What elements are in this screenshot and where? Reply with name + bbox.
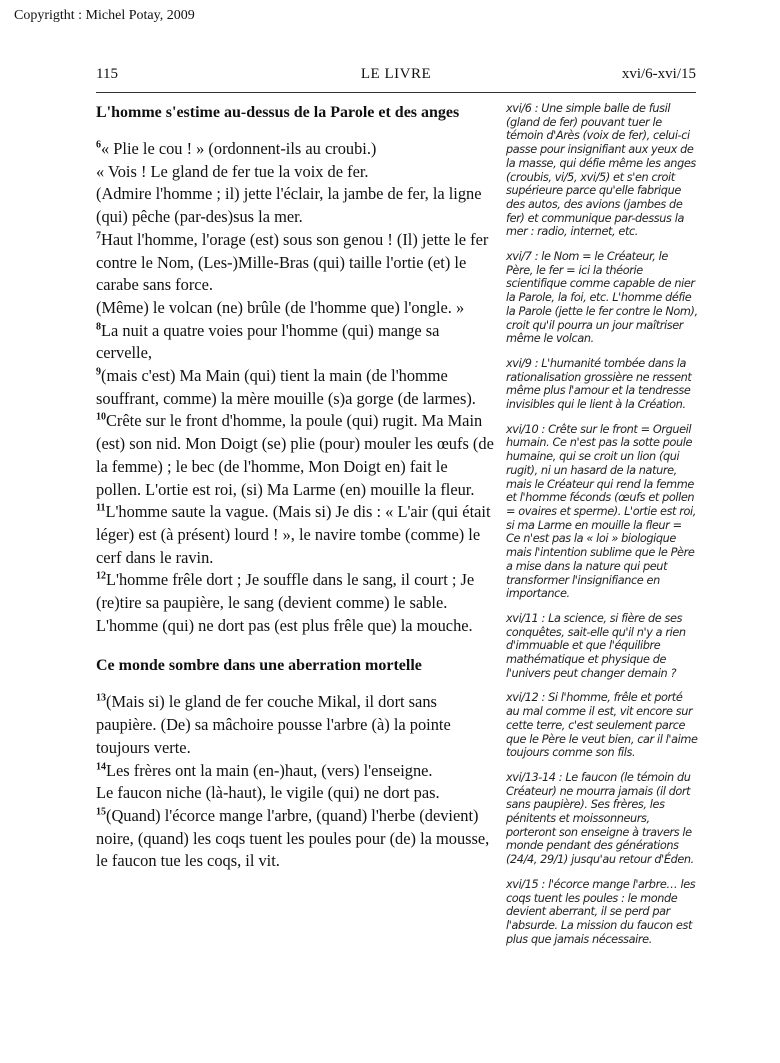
verse-text: Les frères ont la main (en-)haut, (vers) l'enseigne. <box>106 760 433 780</box>
verse <box>96 297 494 320</box>
commentary-note: xvi/7 : le Nom = le Créateur, le Père, le fer = ici la théorie scientifique comme capable de nier la Parole, la foi, etc. L'homme défie la Parole (jette le fer contre le Nom), croit qu'il pourra un jour maîtriser même le volcan. <box>506 250 698 346</box>
verse <box>96 691 494 759</box>
commentary-note: xvi/13-14 : Le faucon (le témoin du Créateur) ne mourra jamais (il dort sans paupière). Ses frères, les pénitents et moissonneurs, porteront son enseigne à travers le monde pendant des générations (24/4, 29/1) jusqu'au retour d'Éden. <box>506 770 694 867</box>
page-number: 115 <box>96 66 118 82</box>
verse <box>96 229 494 297</box>
copyright-notice: Copyrigtht : Michel Potay, 2009 <box>14 8 195 23</box>
section-heading: Ce monde sombre dans une aberration mortelle <box>96 657 422 675</box>
verse-text: L'homme frêle dort ; Je souffle dans le sang, il court ; Je (re)tire sa paupière, le sang (devient comme) le sable. L'homme (qui) ne dort pas (est plus frêle que) la mouche. <box>96 570 475 635</box>
verse <box>96 760 494 783</box>
verse <box>96 320 494 365</box>
verse-number: 6 <box>96 139 101 151</box>
verse-text: « Plie le cou ! » (ordonnent-ils au croubi.) <box>101 139 377 158</box>
verse-number: 9 <box>96 366 101 378</box>
verse-block <box>96 691 494 873</box>
commentary-note: xvi/9 : L'humanité tombée dans la rationalisation grossière ne ressent même plus l'amour et la tendresse invisibles qui le lient à la Création. <box>506 356 692 412</box>
verse-number: 8 <box>96 321 101 333</box>
commentary-note: xvi/6 : Une simple balle de fusil (gland de fer) pouvant tuer le témoin d'Arès (voix de fer), celui-ci passe pour insignifiant aux yeux de la masse, qui défie même les anges (croubis, vi/5, xvi/5) et s'en croit supérieure parce qu'elle fabrique des autos, des avions (jambes de fer) et communique par-dessus la mer : radio, internet, etc. <box>506 102 696 239</box>
verse-text: (Mais si) le gland de fer couche Mikal, il dort sans paupière. (De) sa mâchoire pousse l'arbre (à) la pointe toujours verte. <box>96 692 451 757</box>
commentary-note: xvi/12 : Si l'homme, frêle et porté au mal comme il est, vit encore sur cette terre, c'est seulement parce que le Père le veut bien, car il l'aime toujours comme son fils. <box>506 691 698 760</box>
verse-number: 13 <box>96 693 106 704</box>
commentary-note: xvi/15 : l'écorce mange l'arbre… les coqs tuent les poules : le monde devient aberrant, il se perd par l'absurde. La mission du faucon est plus que jamais nécessaire. <box>506 877 696 946</box>
verse-text: Le faucon niche (là-haut), le vigile (qui) ne dort pas. <box>96 783 440 803</box>
verse-text: Haut l'homme, l'orage (est) sous son genou ! (Il) jette le fer contre le Nom, (Les-)Mille-Bras (qui) taille l'ortie (et) le carabe sans force. <box>96 229 489 295</box>
verse-text: L'homme saute la vague. (Mais si) Je dis : « L'air (qui était léger) est (à présent) lourd ! », le navire tombe (comme) le cerf dans le ravin. <box>96 502 491 567</box>
verse-text: Crête sur le front d'homme, la poule (qui) rugit. Ma Main (est) son nid. Mon Doigt (se) plie (pour) mouler les œufs (de la femme) ; le bec (de l'homme, Mon Doigt en) fait le pollen. L'ortie est roi, (si) Ma Larme (en) mouille la fleur. <box>96 411 494 499</box>
verse-text: La nuit a quatre voies pour l'homme (qui) mange sa cervelle, <box>96 320 440 363</box>
verse <box>96 805 494 873</box>
page-header <box>96 66 696 86</box>
verse <box>96 183 494 228</box>
verse-number: 15 <box>96 806 106 818</box>
section-heading: L'homme s'estime au-dessus de la Parole et des anges <box>96 104 460 121</box>
main-text <box>96 102 494 873</box>
verse-text: (Même) le volcan (ne) brûle (de l'homme que) l'ongle. » <box>96 297 465 317</box>
verse-text: (Admire l'homme ; il) jette l'éclair, la jambe de fer, la ligne (qui) pêche (par-des)sus la mer. <box>96 184 482 227</box>
verse <box>96 782 494 805</box>
verse-number: 11 <box>96 502 106 514</box>
verse-number: 14 <box>96 761 106 773</box>
verse-number: 10 <box>96 411 106 423</box>
verse-number: 12 <box>96 570 106 582</box>
commentary-note: xvi/11 : La science, si fière de ses conquêtes, sait-elle qu'il n'y a rien d'immuable et que l'équilibre mathématique et physique de l'univers peut changer demain ? <box>506 611 686 680</box>
verse <box>96 410 494 501</box>
verse <box>96 569 494 637</box>
verse-text: (Quand) l'écorce mange l'arbre, (quand) l'herbe (devient) noire, (quand) les coqs tuent les poules pour (de) la mousse, le faucon tue les coqs, il vit. <box>96 805 490 871</box>
verse-reference: xvi/6-xvi/15 <box>621 66 696 82</box>
book-title: LE LIVRE <box>360 66 432 82</box>
verse-text: (mais c'est) Ma Main (qui) tient la main (de l'homme souffrant, comme) la mère mouille (s)a gorge (de larmes). <box>96 366 476 408</box>
header-rule <box>96 92 696 93</box>
verse <box>96 161 494 184</box>
verse <box>96 138 494 161</box>
verse <box>96 501 494 569</box>
verse-block <box>96 138 494 637</box>
verse-text: « Vois ! Le gland de fer tue la voix de fer. <box>96 161 369 181</box>
commentary-column <box>506 102 698 957</box>
commentary-note: xvi/10 : Crête sur le front = Orgueil humain. Ce n'est pas la sotte poule humaine, qui se croit un lion (qui rugit), ni un hasard de la nature, mais le Créateur qui rend la femme et l'homme féconds (œufs et pollen = ovaires et sperme). L'ortie est roi, si ma Larme en mouille la fleur = Ce n'est pas la « loi » biologique mais l'intention sublime que le Père a mise dans la nature qui peut transformer l'insignifiance en importance. <box>506 422 696 601</box>
verse <box>96 365 494 410</box>
verse-number: 7 <box>96 230 101 242</box>
